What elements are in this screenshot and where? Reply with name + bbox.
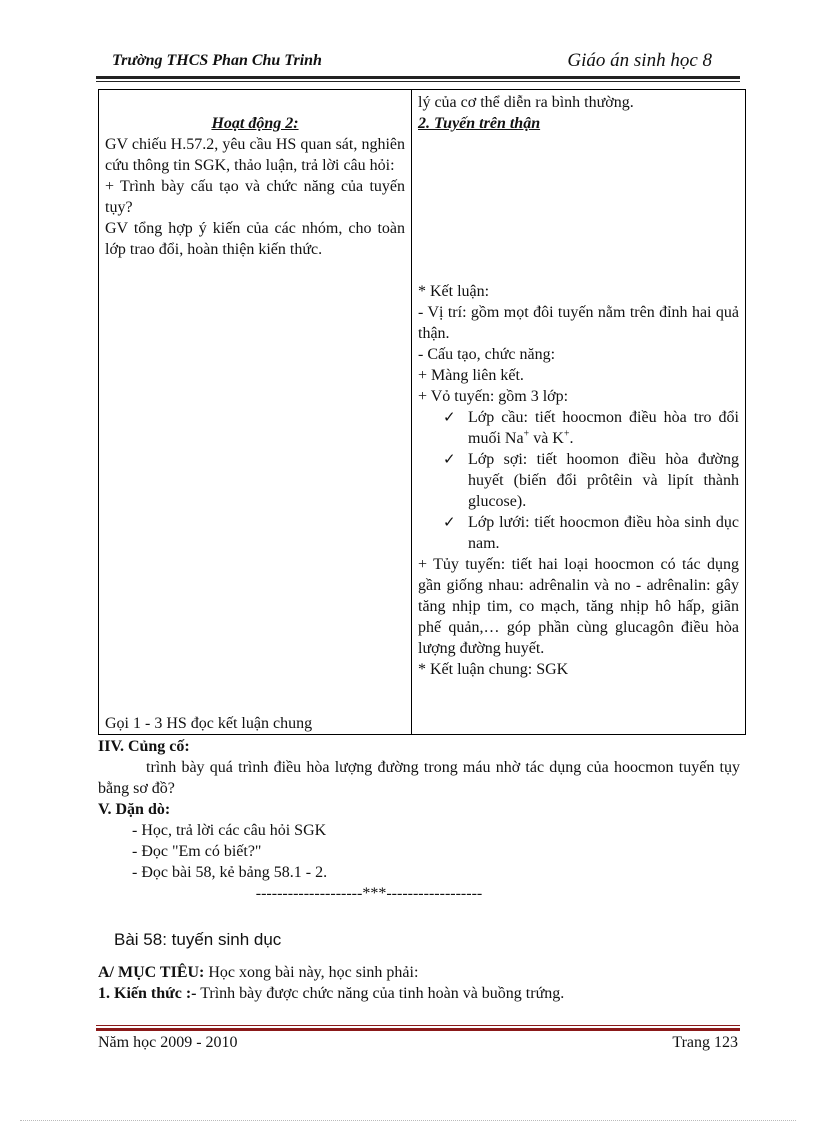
list-item: - Học, trả lời các câu hỏi SGK [132, 822, 327, 839]
call-students-text: Gọi 1 - 3 HS đọc kết luận chung [105, 715, 313, 732]
medulla-text: + Tủy tuyến: tiết hai loại hoocmon có tác dụng gần giống nhau: adrênalin và no - adrênalin: gây tăng nhịp tim, co mạch, tăng nhịp hô hấp, giãn phế quản,… góp phần cùng glucagôn điều hòa lượng đường huyết. [418, 556, 739, 657]
activity-title: Hoạt động 2: [211, 115, 299, 132]
section-title: 2. Tuyến trên thận [418, 115, 541, 132]
lesson-table [98, 89, 746, 735]
lesson-title: Bài 58: tuyến sinh dục [114, 930, 282, 949]
activity-question: + Trình bày cấu tạo và chức năng của tuyến tụy? [105, 178, 405, 216]
consolidation-heading: IIV. Củng cố: [98, 738, 190, 755]
header-rule-thick [96, 76, 740, 79]
school-name: Trường THCS Phan Chu Trinh [112, 52, 322, 69]
list-item: ✓ Lớp cầu: tiết hoocmon điều hòa tro đổi muối Na+ và K+. [443, 408, 739, 447]
list-item: - Đọc "Em có biết?" [132, 843, 262, 860]
objectives-text: Học xong bài này, học sinh phải: [204, 964, 419, 981]
homework-heading: V. Dặn dò: [98, 801, 171, 818]
footer-rule-thick [96, 1028, 740, 1031]
cortex-layers-list [418, 407, 739, 554]
header-rule-thin [96, 81, 740, 82]
page-number: Trang 123 [672, 1034, 738, 1051]
teacher-activity-cell [99, 90, 412, 735]
knowledge-text: Trình bày được chức năng của tinh hoàn và buồng trứng. [196, 985, 565, 1002]
list-item: ✓ Lớp sợi: tiết hoomon điều hòa đường huyết (biến đổi prôtêin và lipít thành glucose). [443, 450, 739, 510]
checkmark-icon: ✓ [443, 450, 456, 468]
content-cell [412, 90, 746, 735]
activity-paragraph: GV chiếu H.57.2, yêu cầu HS quan sát, nghiên cứu thông tin SGK, thảo luận, trả lời câu hỏi: [105, 136, 405, 174]
objectives-label: A/ MỤC TIÊU: [98, 964, 205, 981]
cortex-text: + Vỏ tuyến: gồm 3 lớp: [418, 388, 569, 405]
continued-line: lý của cơ thể diễn ra bình thường. [418, 94, 634, 111]
conclusion-label: * Kết luận: [418, 283, 490, 300]
membrane-text: + Màng liên kết. [418, 367, 524, 384]
position-text: - Vị trí: gồm mọt đôi tuyến nằm trên đỉnh hai quả thận. [418, 304, 739, 342]
consolidation-text: trình bày quá trình điều hòa lượng đường trong máu nhờ tác dụng của hoocmon tuyến tụy bằng sơ đồ? [98, 759, 740, 797]
separator-line: --------------------***------------------ [255, 885, 483, 902]
objectives-section [98, 962, 740, 1004]
list-item: ✓ Lớp lưới: tiết hoocmon điều hòa sinh dục nam. [443, 513, 739, 552]
school-year: Năm học 2009 - 2010 [98, 1034, 238, 1051]
subject-title: Giáo án sinh học 8 [567, 50, 712, 71]
knowledge-label: 1. Kiến thức :- [98, 985, 197, 1002]
post-table-section [98, 736, 740, 904]
page-edge-divider [20, 1120, 796, 1121]
footer-rule-thin [96, 1025, 740, 1026]
checkmark-icon: ✓ [443, 408, 456, 426]
structure-label: - Cấu tạo, chức năng: [418, 346, 556, 363]
general-conclusion: * Kết luận chung: SGK [418, 661, 569, 678]
checkmark-icon: ✓ [443, 513, 456, 531]
activity-summary: GV tổng hợp ý kiến của các nhóm, cho toàn lớp trao đổi, hoàn thiện kiến thức. [105, 220, 405, 258]
list-item: - Đọc bài 58, kẻ bảng 58.1 - 2. [132, 864, 328, 881]
page-header [112, 50, 740, 76]
